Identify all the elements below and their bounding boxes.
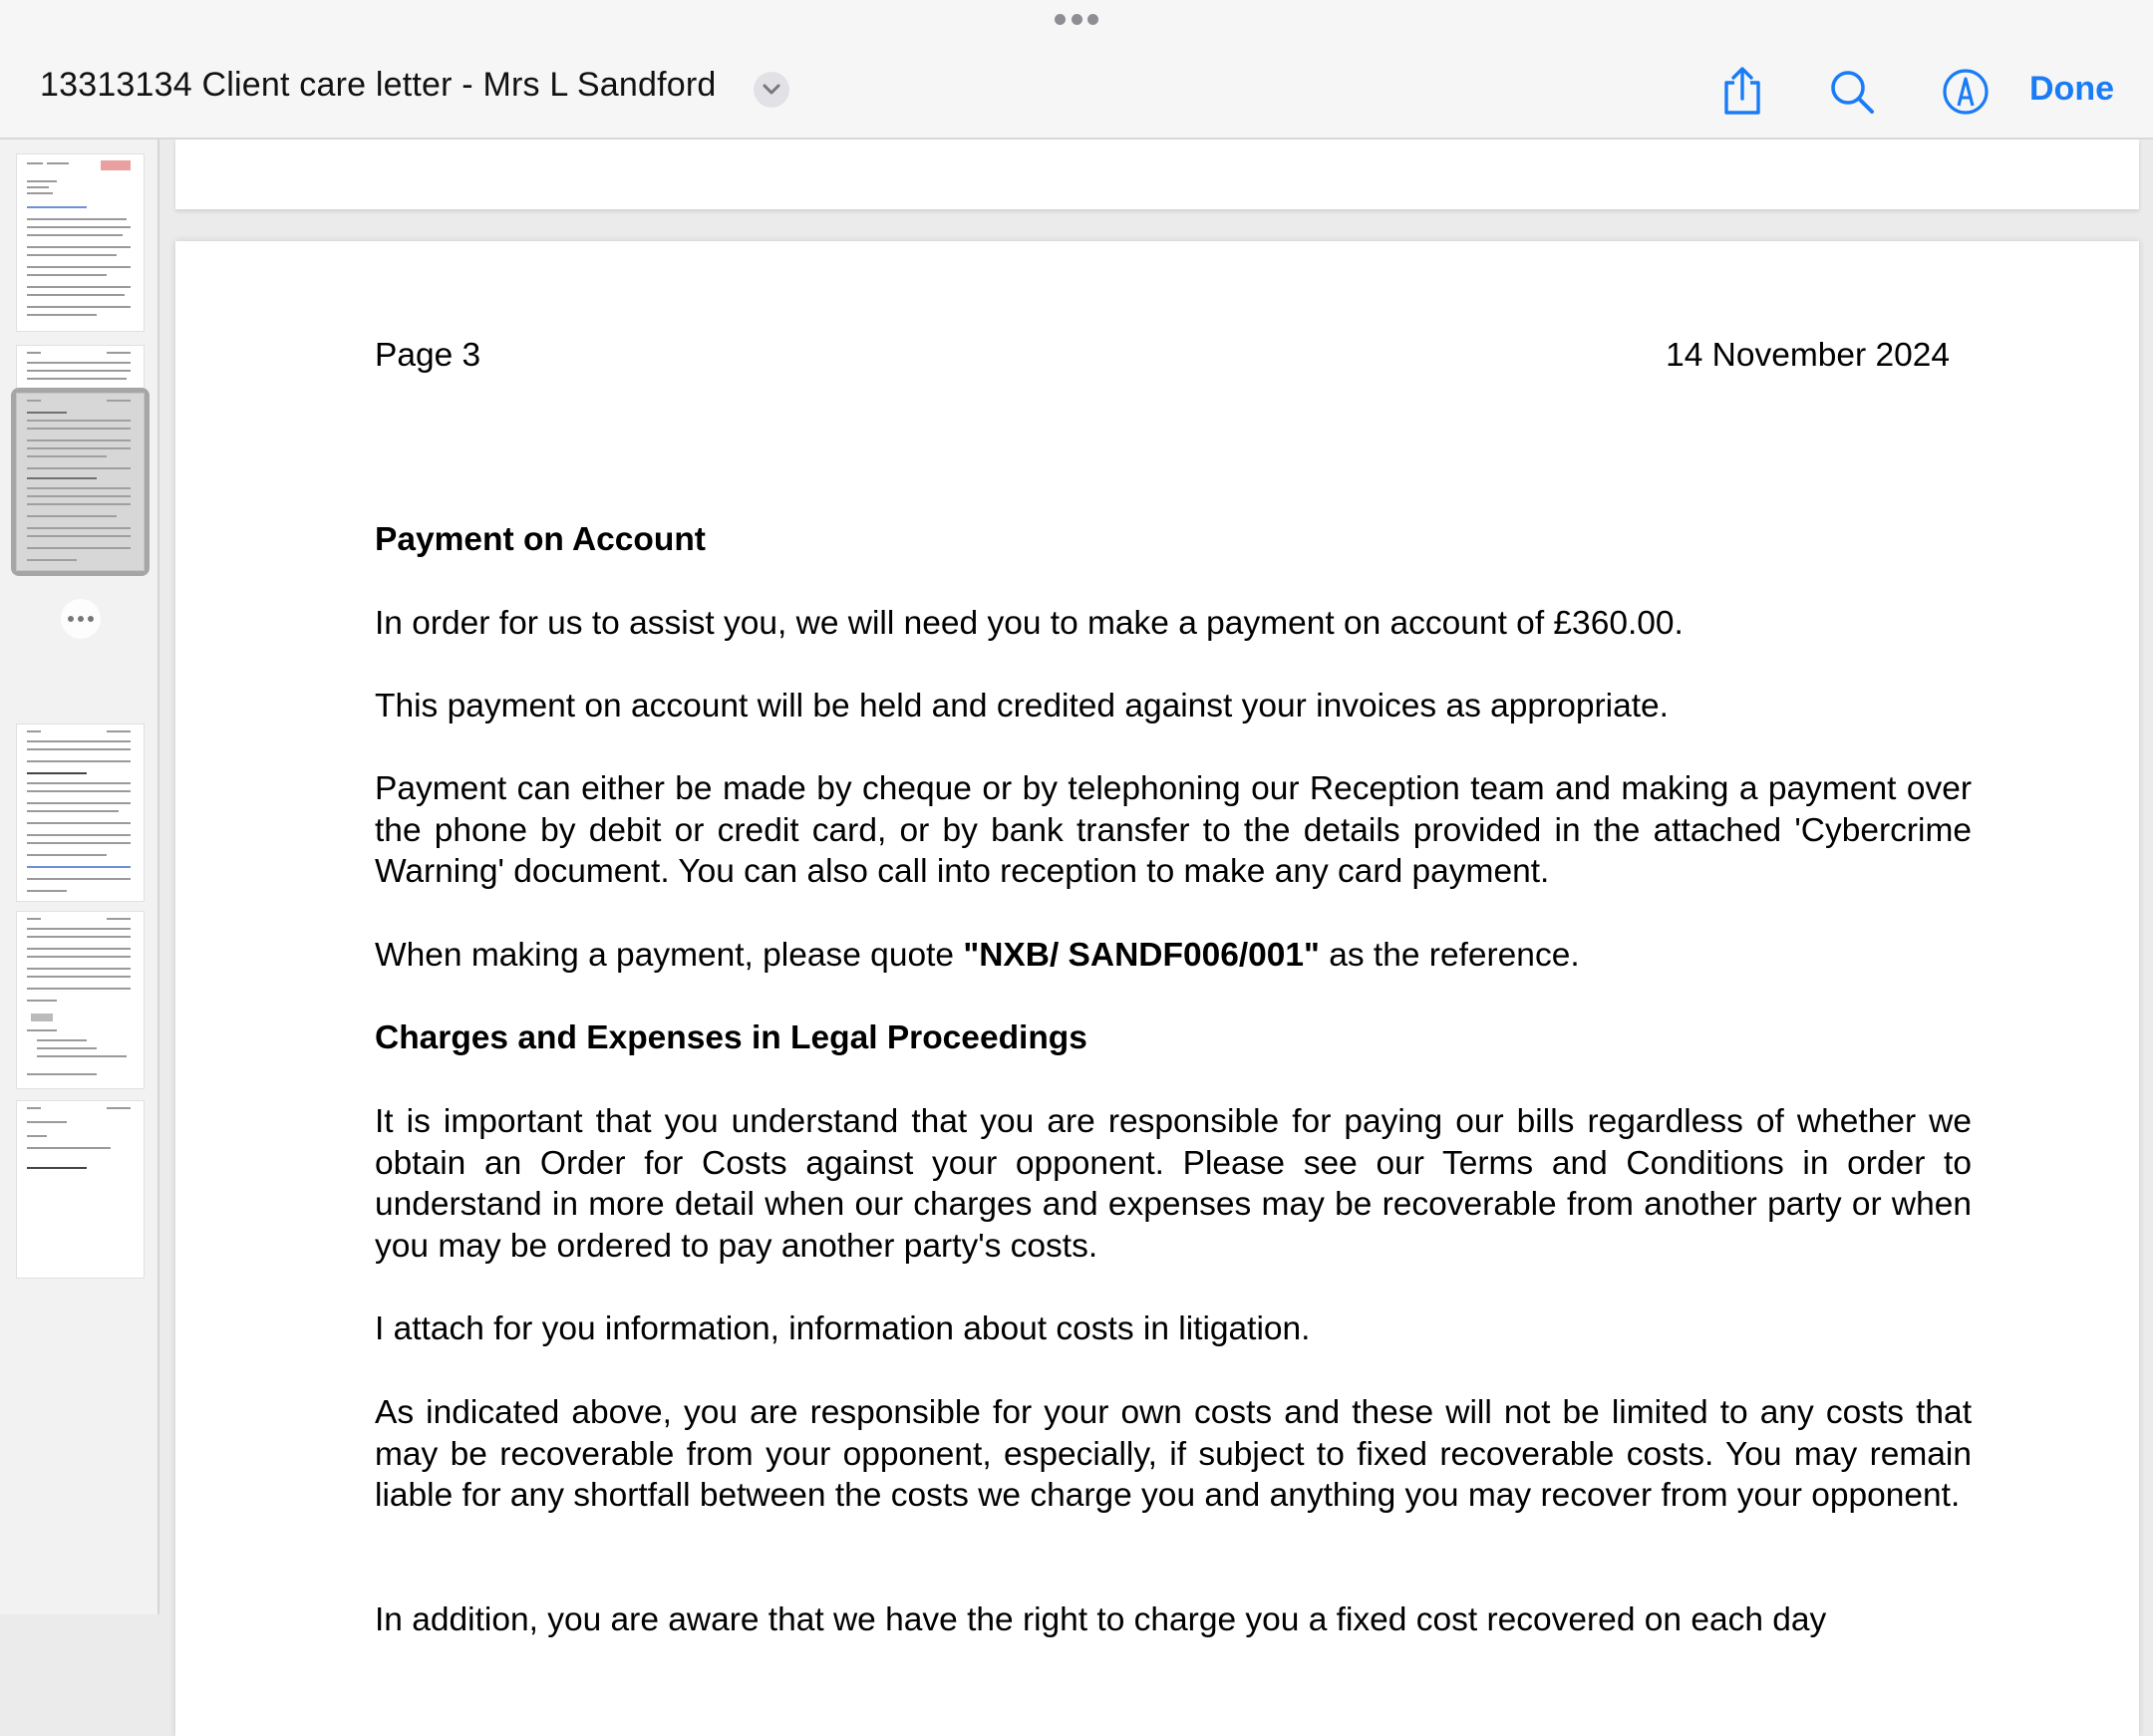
markup-button[interactable] [1938,64,1994,120]
search-button[interactable] [1824,64,1880,120]
more-dot-icon [78,616,84,622]
more-dot-icon [88,616,94,622]
reference-prefix: When making a payment, please quote [375,937,964,974]
page-thumbnail-1[interactable] [17,154,144,331]
heading-charges-and-expenses: Charges and Expenses in Legal Proceedings [375,1019,1087,1056]
paragraph: As indicated above, you are responsible for your own costs and these will not be limited to any costs that may be recoverable from your opponent, especially, if subject to fixed recoverable costs. You may remain liable for any shortfall between the costs we charge you and anything you may recover from your opponent. [375,1394,1972,1515]
paragraph-reference [375,935,1972,977]
title-menu-button[interactable] [754,72,789,108]
page-thumbnail-4[interactable] [17,724,144,901]
previous-page [175,140,2139,209]
top-toolbar [0,0,2153,140]
paragraph: This payment on account will be held and credited against your invoices as appropriate. [375,688,1669,724]
search-icon [1829,69,1875,115]
paragraph: Payment can either be made by cheque or by telephoning our Reception team and making a payment over the phone by debit or credit card, or by bank transfer to the details provided in the attached 'Cybercrime Warning' document. You can also call into reception to make any card payment. [375,770,1972,891]
chevron-down-icon [763,84,780,96]
share-icon [1720,67,1764,117]
page-thumbnail-3[interactable] [17,394,144,570]
heading-payment-on-account: Payment on Account [375,521,706,558]
markup-icon [1942,68,1990,116]
thumbnail-more-button[interactable] [61,599,101,639]
reference-suffix: as the reference. [1319,937,1580,974]
document-page [175,241,2139,1736]
document-viewer[interactable] [161,140,2153,1638]
window-grabber[interactable] [1055,14,1098,26]
done-button[interactable]: Done [2029,70,2114,108]
more-dot-icon [68,616,74,622]
paragraph-partial: In addition, you are aware that we have the right to charge you a fixed cost recovered on each day [375,1601,1827,1638]
paragraph: I attach for you information, information about costs in litigation. [375,1310,1311,1347]
page-number: Page 3 [375,337,481,374]
paragraph: In order for us to assist you, we will need you to make a payment on account of £360.00. [375,605,1684,642]
share-button[interactable] [1714,64,1770,120]
letter-date: 14 November 2024 [1666,337,1950,374]
document-title[interactable]: 13313134 Client care letter - Mrs L Sandford [40,66,717,104]
paragraph: It is important that you understand that you are responsible for paying our bills regardless of whether we obtain an Order for Costs against your opponent. Please see our Terms and Conditions in order to understand in more detail when our charges and expenses may be recoverable from another party or when you may be ordered to pay another party's costs. [375,1103,1972,1265]
payment-reference: "NXB/ SANDF006/001" [963,937,1320,974]
page-thumbnail-6[interactable] [17,1101,144,1278]
page-thumbnail-5[interactable] [17,912,144,1088]
